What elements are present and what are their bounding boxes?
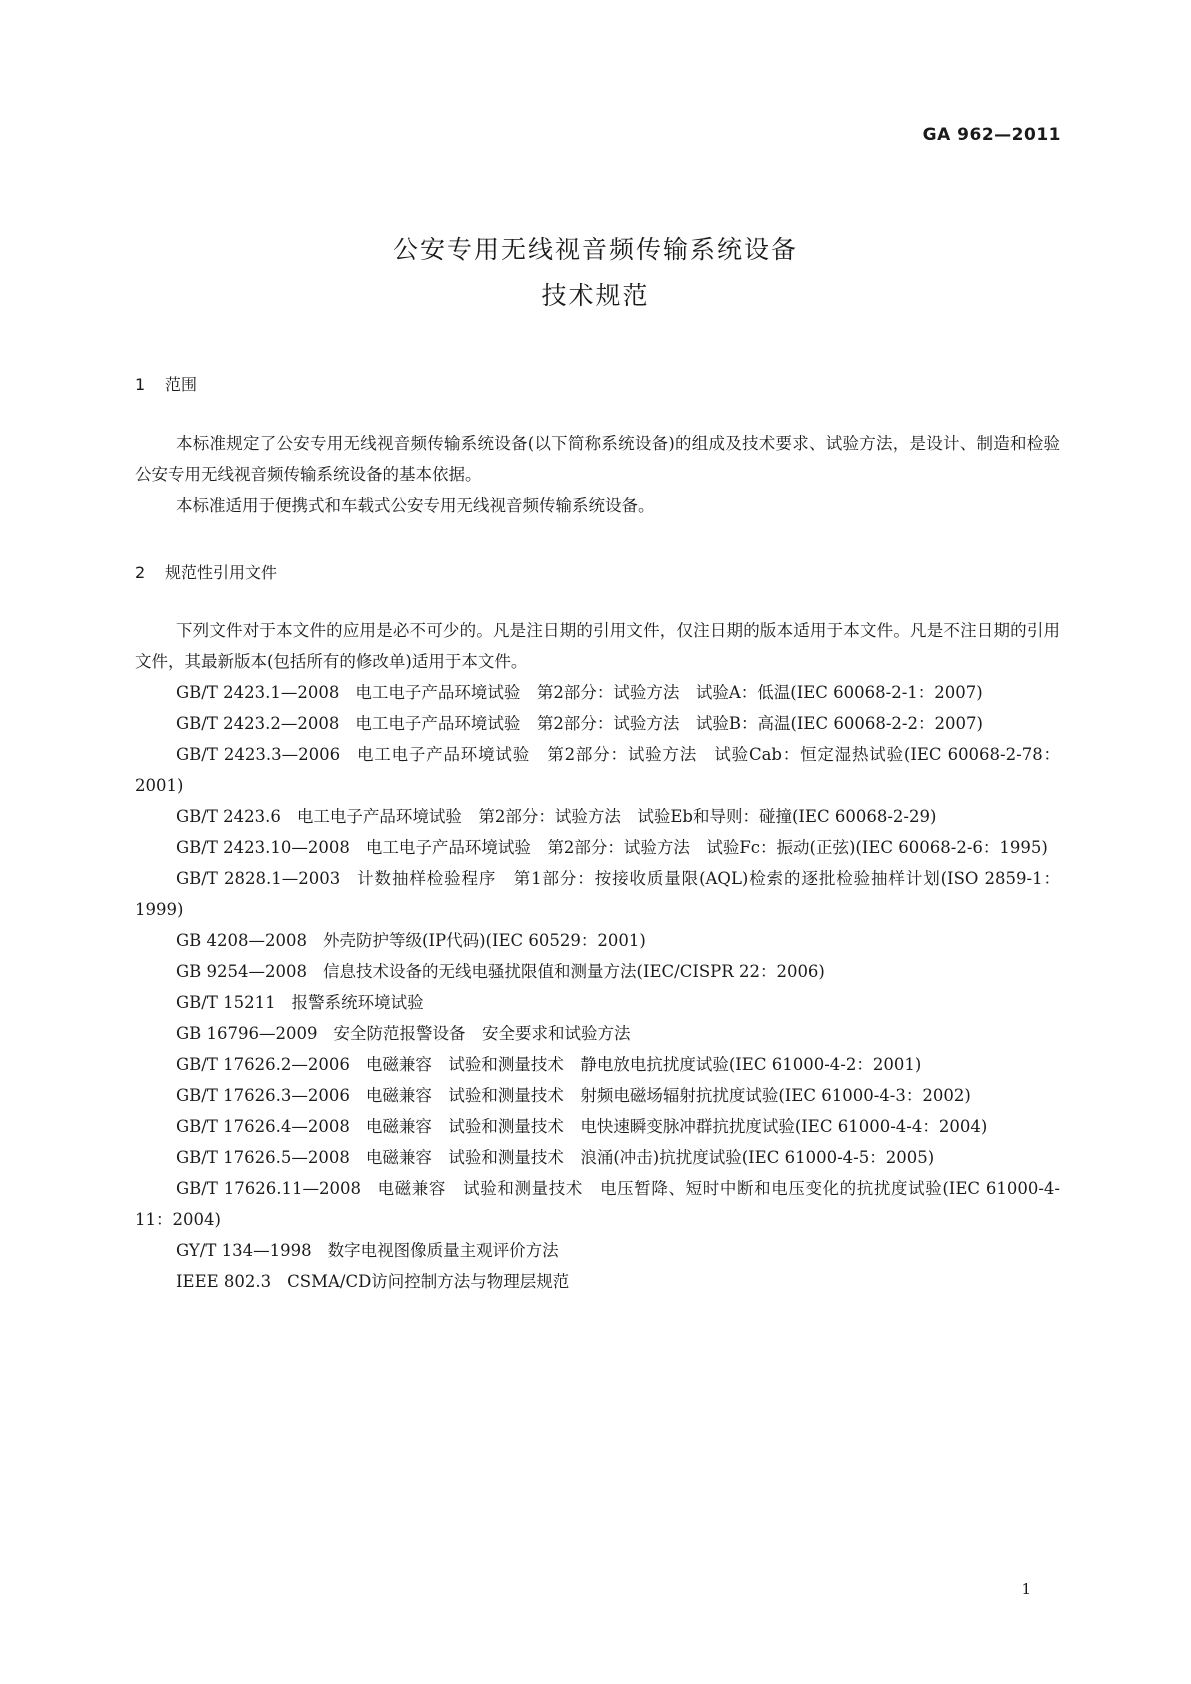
reference-title: 电工电子产品环境试验 第2部分：试验方法 试验A：低温(IEC 60068-2-1：2007) (355, 683, 983, 702)
reference-title: 电磁兼容 试验和测量技术 电快速瞬变脉冲群抗扰度试验(IEC 61000-4-4：2004) (365, 1117, 988, 1136)
reference-code: GB/T 17626.3—2006 (176, 1086, 350, 1105)
reference-title: 报警系统环境试验 (291, 993, 424, 1012)
reference-title: 数字电视图像质量主观评价方法 (327, 1241, 559, 1260)
reference-item (135, 739, 1060, 801)
reference-item (135, 1080, 1060, 1111)
reference-title: 电工电子产品环境试验 第2部分：试验方法 试验Fc：振动(正弦)(IEC 60068-2-6：1995) (365, 838, 1048, 857)
reference-title: 电工电子产品环境试验 第2部分：试验方法 试验B：高温(IEC 60068-2-2：2007) (355, 714, 983, 733)
reference-code: GB/T 2423.3—2006 (176, 745, 341, 764)
document-title-line2: 技术规范 (541, 281, 650, 310)
standard-code: GA 962—2011 (922, 125, 1061, 145)
reference-code: GB/T 2423.1—2008 (176, 683, 340, 702)
reference-title: 电磁兼容 试验和测量技术 浪涌(冲击)抗扰度试验(IEC 61000-4-5：2005) (365, 1148, 935, 1167)
reference-list (135, 677, 1060, 1297)
reference-item (135, 863, 1060, 925)
reference-item (135, 801, 1060, 832)
reference-code: GB 9254—2008 (176, 962, 308, 981)
reference-title: 计数抽样检验程序 第1部分：按接收质量限(AQL)检索的逐批检验抽样计划(ISO 2859-1：1999) (135, 869, 1061, 919)
reference-item (135, 832, 1060, 863)
reference-item (135, 1111, 1060, 1142)
section-1-heading (135, 372, 197, 395)
paragraph: 本标准规定了公安专用无线视音频传输系统设备(以下简称系统设备)的组成及技术要求、试验方法，是设计、制造和检验公安专用无线视音频传输系统设备的基本依据。 (135, 434, 1060, 484)
paragraph: 本标准适用于便携式和车载式公安专用无线视音频传输系统设备。 (176, 496, 655, 515)
reference-code: GB 16796—2009 (176, 1024, 318, 1043)
section-2-body (135, 615, 1060, 1297)
reference-item (135, 956, 1060, 987)
paragraph: 下列文件对于本文件的应用是必不可少的。凡是注日期的引用文件，仅注日期的版本适用于本文件。凡是不注日期的引用文件，其最新版本(包括所有的修改单)适用于本文件。 (135, 621, 1060, 671)
document-title-line1: 公安专用无线视音频传输系统设备 (392, 235, 798, 264)
reference-title: 信息技术设备的无线电骚扰限值和测量方法(IEC/CISPR 22：2006) (323, 962, 825, 981)
reference-item (135, 987, 1060, 1018)
reference-item (135, 925, 1060, 956)
section-1-body (135, 428, 1060, 521)
reference-title: 电工电子产品环境试验 第2部分：试验方法 试验Cab：恒定湿热试验(IEC 60068-2-78：2001) (135, 745, 1061, 795)
reference-code: GB/T 2423.2—2008 (176, 714, 340, 733)
section-number: 2 (135, 563, 146, 582)
reference-item (135, 1266, 1060, 1297)
reference-code: GB/T 2423.10—2008 (176, 838, 350, 857)
section-title: 规范性引用文件 (165, 563, 278, 582)
section-number: 1 (135, 375, 146, 394)
page-number: 1 (1021, 1580, 1031, 1598)
reference-title: 外壳防护等级(IP代码)(IEC 60529：2001) (323, 931, 646, 950)
reference-title: CSMA/CD访问控制方法与物理层规范 (287, 1272, 570, 1291)
reference-title: 电磁兼容 试验和测量技术 电压暂降、短时中断和电压变化的抗扰度试验(IEC 61000-4-11：2004) (135, 1179, 1060, 1229)
reference-code: GB/T 2423.6 (176, 807, 281, 826)
reference-item (135, 1049, 1060, 1080)
reference-item (135, 1018, 1060, 1049)
reference-title: 电工电子产品环境试验 第2部分：试验方法 试验Eb和导则：碰撞(IEC 60068-2-29) (296, 807, 937, 826)
reference-code: GB/T 17626.11—2008 (176, 1179, 361, 1198)
section-title: 范围 (165, 375, 198, 394)
reference-title: 电磁兼容 试验和测量技术 射频电磁场辐射抗扰度试验(IEC 61000-4-3：2002) (365, 1086, 971, 1105)
reference-title: 电磁兼容 试验和测量技术 静电放电抗扰度试验(IEC 61000-4-2：2001) (365, 1055, 922, 1074)
reference-code: GB 4208—2008 (176, 931, 308, 950)
reference-code: GY/T 134—1998 (176, 1241, 312, 1260)
reference-code: GB/T 15211 (176, 993, 276, 1012)
reference-item (135, 1235, 1060, 1266)
reference-item (135, 1173, 1060, 1235)
reference-code: GB/T 2828.1—2003 (176, 869, 341, 888)
section-2-heading (135, 560, 277, 583)
reference-code: GB/T 17626.4—2008 (176, 1117, 350, 1136)
reference-title: 安全防范报警设备 安全要求和试验方法 (333, 1024, 631, 1043)
reference-item (135, 677, 1060, 708)
reference-code: GB/T 17626.5—2008 (176, 1148, 350, 1167)
reference-code: GB/T 17626.2—2006 (176, 1055, 350, 1074)
reference-item (135, 708, 1060, 739)
reference-code: IEEE 802.3 (176, 1272, 272, 1291)
reference-item (135, 1142, 1060, 1173)
